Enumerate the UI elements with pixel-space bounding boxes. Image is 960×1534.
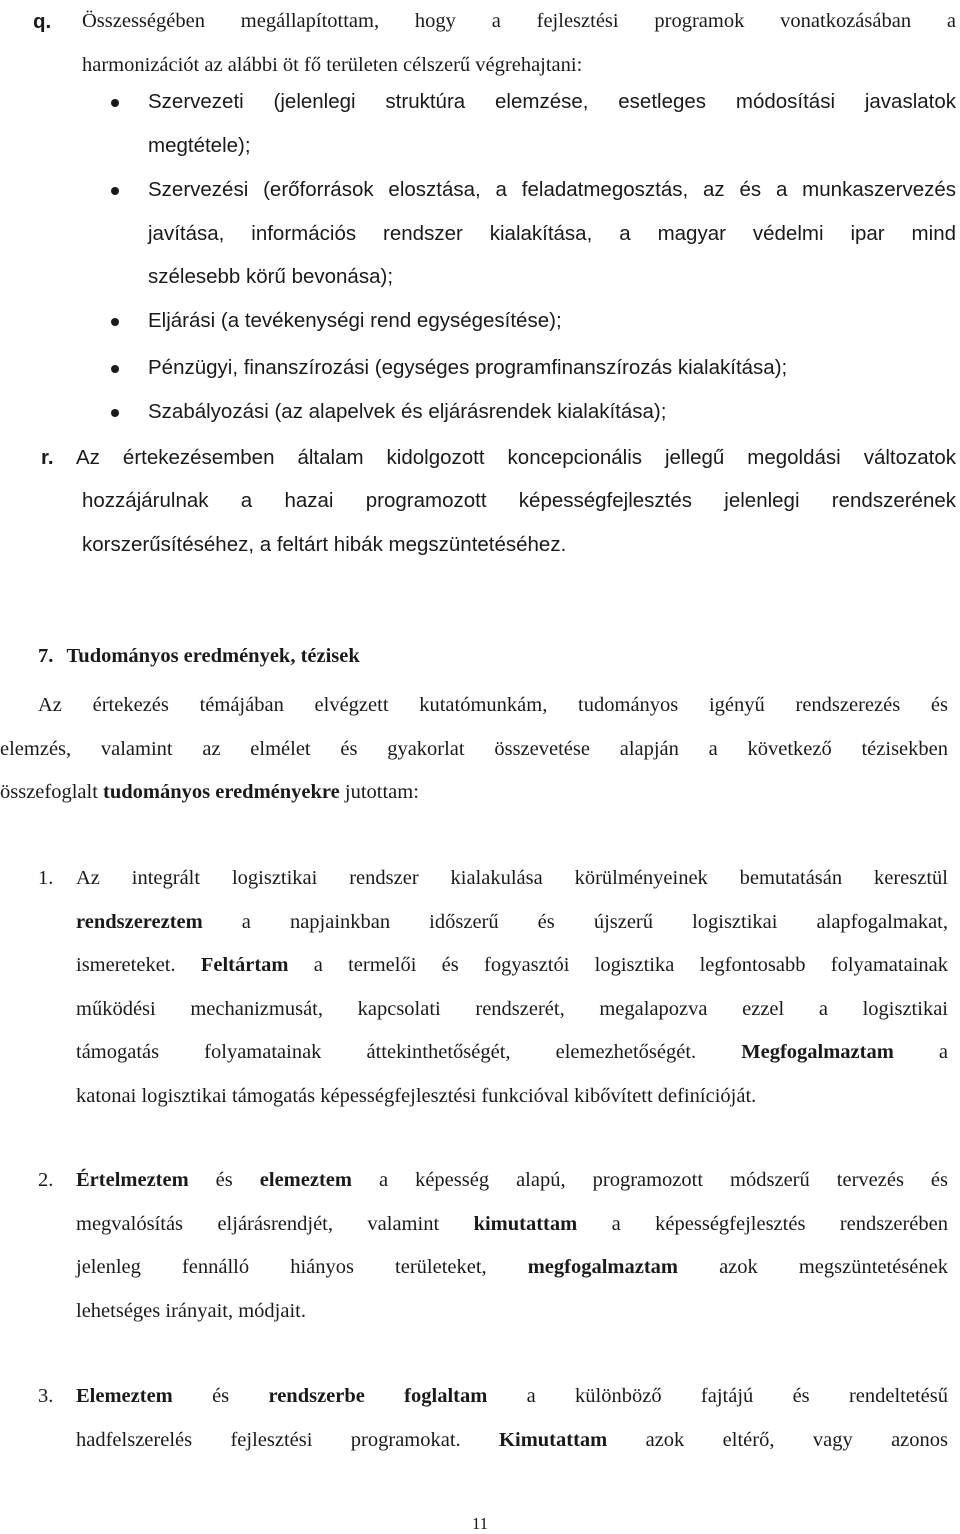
text-run: a napjainkban időszerű és újszerű logisztikai alapfogalmakat, — [202, 910, 948, 933]
paragraph-line: Az integrált logisztikai rendszer kialakulása körülményeinek bemutatásán keresztül — [76, 867, 948, 889]
paragraph-line: Az értekezés témájában elvégzett kutatómunkám, tudományos igényű rendszerezés és — [38, 694, 948, 716]
thesis-number: 2. — [38, 1169, 54, 1191]
text-run: és — [172, 1385, 269, 1407]
bold-text-run: Kimutattam — [499, 1428, 608, 1451]
paragraph-line — [76, 901, 948, 945]
paragraph-r-continued — [82, 479, 956, 566]
bold-text-run: Feltártam — [200, 954, 289, 976]
bullet-text — [148, 168, 956, 299]
paragraph-line: katonai logisztikai támogatás képességfejlesztési funkcióval kibővített definícióját. — [76, 1084, 757, 1107]
paragraph-line: korszerűsítéséhez, a feltárt hibák megszüntetéséhez. — [82, 532, 567, 556]
paragraph-q — [82, 0, 956, 87]
bold-text-run: Értelmeztem — [76, 1169, 189, 1191]
thesis-1 — [76, 857, 948, 1118]
paragraph-line: lehetséges irányait, módjait. — [76, 1299, 306, 1322]
bold-text-run: kimutattam — [473, 1212, 578, 1235]
paragraph-line — [76, 1419, 948, 1463]
page-number: 11 — [471, 1514, 489, 1533]
text-run: ismereteket. — [76, 954, 201, 976]
item-marker-r: r. — [41, 446, 54, 469]
thesis-number: 1. — [38, 867, 54, 889]
bullet-line: Pénzügyi, finanszírozási (egységes programfinanszírozás kialakítása); — [148, 356, 788, 379]
bold-text-run: Megfogalmaztam — [741, 1041, 894, 1063]
intro-paragraph — [0, 684, 948, 815]
thesis-number: 3. — [38, 1385, 54, 1407]
paragraph-line — [76, 1375, 948, 1419]
text-run: a különböző fajtájú és rendeltetésű — [487, 1385, 949, 1407]
paragraph-line: Az értekezésemben általam kidolgozott koncepcionális jellegű megoldási változatok — [76, 446, 956, 469]
bullet-icon — [111, 365, 119, 373]
item-marker-q: q. — [33, 10, 52, 33]
bullet-line: javítása, információs rendszer kialakítása, a magyar védelmi ipar mind — [148, 221, 956, 245]
paragraph-line — [0, 771, 948, 815]
bullet-line: Szabályozási (az alapelvek és eljárásrendek kialakítása); — [148, 400, 667, 423]
text-run: azok eltérő, vagy azonos — [607, 1428, 948, 1451]
section-title: Tudományos eredmények, tézisek — [66, 645, 360, 667]
bold-text-run: elemeztem — [259, 1169, 352, 1191]
thesis-3 — [76, 1375, 948, 1462]
section-number: 7. — [38, 645, 54, 667]
paragraph-line: Összességében megállapítottam, hogy a fejlesztési programok vonatkozásában a — [82, 10, 956, 32]
bullet-line: szélesebb körű bevonása); — [148, 265, 394, 288]
text-run: a képesség alapú, programozott módszerű tervezés és — [351, 1169, 949, 1191]
bullet-icon — [111, 187, 119, 195]
text-run: azok megszüntetésének — [678, 1256, 948, 1278]
bullet-line: Eljárási (a tevékenységi rend egységesítése); — [148, 309, 562, 332]
paragraph-line: harmonizációt az alábbi öt fő területen célszerű végrehajtani: — [82, 53, 583, 76]
text-run: megvalósítás eljárásrendjét, valamint — [76, 1212, 474, 1235]
bullet-icon — [111, 409, 119, 417]
bold-text-run: rendszereztem — [76, 910, 203, 933]
paragraph-line: működési mechanizmusát, kapcsolati rendszerét, megalapozva ezzel a logisztikai — [76, 997, 948, 1020]
paragraph-line — [76, 1031, 948, 1075]
bullet-icon — [111, 318, 119, 326]
bullet-text — [148, 80, 956, 167]
paragraph-line: elemzés, valamint az elmélet és gyakorlat összevetése alapján a következő tézisekben — [0, 737, 948, 760]
bold-text-run: megfogalmaztam — [527, 1256, 679, 1278]
text-run: jutottam: — [339, 781, 419, 803]
text-run: jelenleg fennálló hiányos területeket, — [76, 1256, 528, 1278]
text-run: hadfelszerelés fejlesztési programokat. — [76, 1428, 500, 1451]
text-run: összefoglalt — [0, 781, 104, 803]
bullet-line: Szervezeti (jelenlegi struktúra elemzése, esetleges módosítási javaslatok — [148, 90, 956, 113]
paragraph-r — [76, 436, 956, 480]
text-run: a termelői és fogyasztói logisztika legfontosabb folyamatainak — [288, 954, 948, 976]
text-run: a — [893, 1041, 948, 1063]
paragraph-line — [76, 944, 948, 988]
text-run: és — [188, 1169, 260, 1191]
paragraph-line: hozzájárulnak a hazai programozott képességfejlesztés jelenlegi rendszerének — [82, 489, 956, 512]
bullet-line: megtétele); — [148, 133, 251, 157]
bullet-icon — [111, 99, 119, 107]
bold-text-run: Elemeztem — [76, 1385, 173, 1407]
bullet-text — [148, 390, 956, 434]
text-run: a képességfejlesztés rendszerében — [577, 1212, 948, 1235]
bold-text-run: tudományos eredményekre — [103, 781, 340, 803]
paragraph-line — [76, 1203, 948, 1247]
paragraph-line — [76, 1246, 948, 1290]
text-run: támogatás folyamatainak áttekinthetőségét, elemezhetőségét. — [76, 1041, 742, 1063]
paragraph-line — [76, 1159, 948, 1203]
bullet-line: Szervezési (erőforrások elosztása, a feladatmegosztás, az és a munkaszervezés — [148, 178, 956, 201]
section-heading — [38, 635, 360, 679]
bold-text-run: rendszerbe foglaltam — [268, 1385, 488, 1407]
thesis-2 — [76, 1159, 948, 1333]
bullet-text — [148, 299, 956, 343]
bullet-text — [148, 346, 956, 390]
